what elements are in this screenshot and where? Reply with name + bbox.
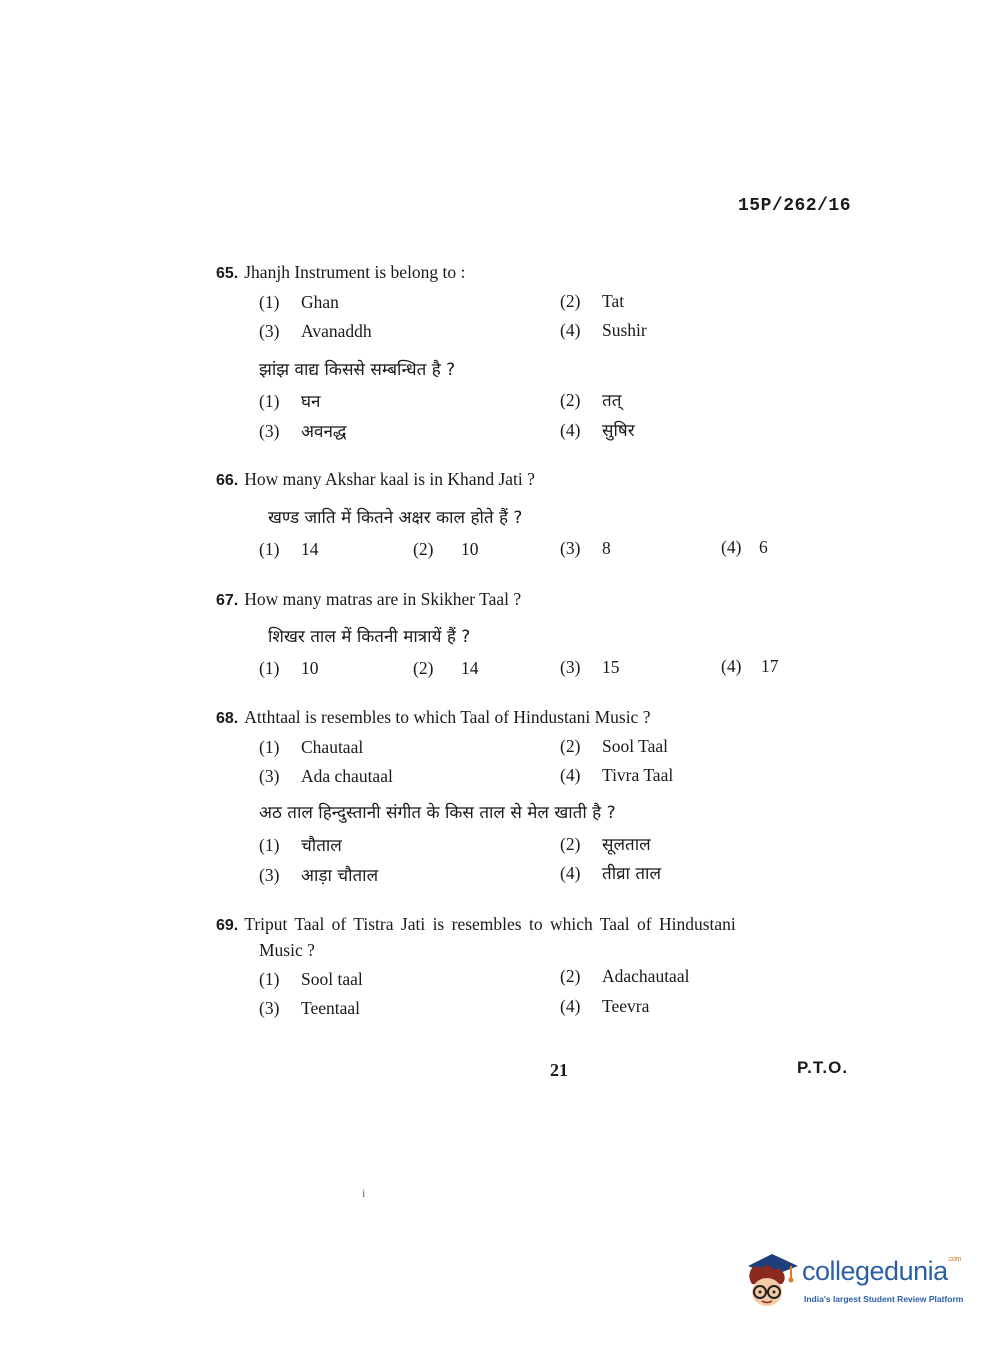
option-text: Tat xyxy=(602,291,625,311)
hindi-option-4 xyxy=(560,419,635,442)
question-text: How many Akshar kaal is in Khand Jati ? xyxy=(244,469,535,489)
option-text: तत् xyxy=(602,391,622,411)
option-number: (2) xyxy=(413,539,434,559)
option-text: Ghan xyxy=(301,292,339,312)
option-4 xyxy=(721,536,768,558)
question-68-hindi: अठ ताल हिन्दुस्तानी संगीत के किस ताल से मेल खाती है ? xyxy=(259,803,616,823)
question-number: 65. xyxy=(216,265,239,282)
logo-tm: .com xyxy=(947,1256,961,1263)
question-67 xyxy=(216,588,521,612)
hindi-option-4 xyxy=(560,862,661,885)
option-number: (1) xyxy=(259,539,280,559)
option-text: 17 xyxy=(761,656,779,676)
option-text: सुषिर xyxy=(602,421,635,441)
option-text: Sool taal xyxy=(301,969,363,989)
option-number: (2) xyxy=(560,834,581,854)
option-text: 14 xyxy=(461,658,479,678)
option-text: Sool Taal xyxy=(602,736,669,756)
option-number: (3) xyxy=(560,538,581,558)
option-text: Adachautaal xyxy=(602,966,690,986)
option-2 xyxy=(560,965,689,987)
option-text: Teentaal xyxy=(301,998,361,1018)
option-number: (1) xyxy=(259,292,280,312)
hindi-option-3 xyxy=(259,864,378,887)
option-number: (3) xyxy=(259,766,280,786)
option-number: (1) xyxy=(259,969,280,989)
option-4 xyxy=(560,319,647,341)
logo-wordmark xyxy=(802,1256,961,1287)
option-2 xyxy=(560,735,668,757)
option-4 xyxy=(560,764,673,786)
option-number: (3) xyxy=(259,998,280,1018)
logo-tagline: India's largest Student Review Platform xyxy=(804,1294,964,1304)
option-number: (1) xyxy=(259,835,280,855)
page-number: 21 xyxy=(550,1060,568,1080)
question-68 xyxy=(216,706,650,730)
question-66-hindi: खण्ड जाति में कितने अक्षर काल होते हैं ? xyxy=(268,508,523,528)
option-text: 8 xyxy=(602,538,611,558)
hindi-option-3 xyxy=(259,420,346,443)
hindi-option-1 xyxy=(259,834,342,857)
option-number: (4) xyxy=(560,765,581,785)
logo-name: collegedunia xyxy=(802,1256,948,1286)
option-number: (3) xyxy=(259,865,280,885)
option-number: (4) xyxy=(560,320,581,340)
option-text: घन xyxy=(301,392,321,412)
option-number: (2) xyxy=(560,291,581,311)
option-1 xyxy=(259,291,339,313)
stray-mark: i xyxy=(362,1186,366,1200)
option-number: (4) xyxy=(721,537,742,557)
hindi-option-2 xyxy=(560,833,651,856)
option-1 xyxy=(259,968,363,990)
question-text: Atthtaal is resembles to which Taal of Hindustani Music ? xyxy=(244,707,651,727)
question-65-hindi: झांझ वाद्य किससे सम्बन्धित है ? xyxy=(259,360,456,380)
option-number: (3) xyxy=(560,657,581,677)
paper-code: 15P/262/16 xyxy=(738,196,852,216)
option-text: 14 xyxy=(301,539,319,559)
option-3 xyxy=(259,765,393,787)
mascot-icon xyxy=(742,1250,800,1312)
option-4 xyxy=(560,995,649,1017)
option-text: Avanaddh xyxy=(301,321,372,341)
option-number: (3) xyxy=(259,421,280,441)
hindi-option-2 xyxy=(560,389,621,412)
option-text: Sushir xyxy=(602,320,647,340)
option-text: 15 xyxy=(602,657,620,677)
hindi-option-1 xyxy=(259,390,320,413)
option-1 xyxy=(259,657,319,679)
option-number: (2) xyxy=(560,966,581,986)
option-number: (2) xyxy=(413,658,434,678)
option-number: (2) xyxy=(560,736,581,756)
option-2 xyxy=(413,657,479,679)
option-4 xyxy=(721,655,779,677)
option-3 xyxy=(560,656,620,678)
question-text: Jhanjh Instrument is belong to : xyxy=(244,262,466,282)
question-69-line-2: Music ? xyxy=(259,940,315,960)
option-text: अवनद्ध xyxy=(301,422,347,442)
option-text: Chautaal xyxy=(301,737,364,757)
option-3 xyxy=(560,537,611,559)
option-number: (1) xyxy=(259,391,280,411)
option-1 xyxy=(259,538,319,560)
option-text: आड़ा चौताल xyxy=(301,866,379,886)
option-2 xyxy=(560,290,624,312)
option-number: (4) xyxy=(560,996,581,1016)
option-3 xyxy=(259,997,360,1019)
option-text: सूलताल xyxy=(602,835,651,855)
question-69 xyxy=(216,913,736,937)
option-number: (1) xyxy=(259,658,280,678)
option-number: (4) xyxy=(721,656,742,676)
question-number: 68. xyxy=(216,710,239,727)
question-text: Triput Taal of Tistra Jati is resembles to which Taal of Hindustani xyxy=(244,914,736,934)
option-number: (3) xyxy=(259,321,280,341)
question-number: 69. xyxy=(216,917,239,934)
option-number: (4) xyxy=(560,863,581,883)
question-text: How many matras are in Skikher Taal ? xyxy=(244,589,522,609)
question-number: 66. xyxy=(216,472,239,489)
option-text: तीव्रा ताल xyxy=(602,864,661,884)
option-text: 10 xyxy=(461,539,479,559)
option-text: चौताल xyxy=(301,836,342,856)
option-text: Ada chautaal xyxy=(301,766,393,786)
option-number: (1) xyxy=(259,737,280,757)
question-65 xyxy=(216,261,465,285)
pto-label: P.T.O. xyxy=(797,1058,849,1077)
option-text: 10 xyxy=(301,658,319,678)
collegedunia-logo xyxy=(742,1250,972,1312)
option-1 xyxy=(259,736,363,758)
option-text: Tivra Taal xyxy=(602,765,674,785)
option-3 xyxy=(259,320,372,342)
option-number: (4) xyxy=(560,420,581,440)
option-text: Teevra xyxy=(602,996,650,1016)
option-number: (2) xyxy=(560,390,581,410)
question-67-hindi: शिखर ताल में कितनी मात्रायें हैं ? xyxy=(268,627,471,647)
question-66 xyxy=(216,468,535,492)
option-2 xyxy=(413,538,479,560)
option-text: 6 xyxy=(759,537,768,557)
question-number: 67. xyxy=(216,592,239,609)
